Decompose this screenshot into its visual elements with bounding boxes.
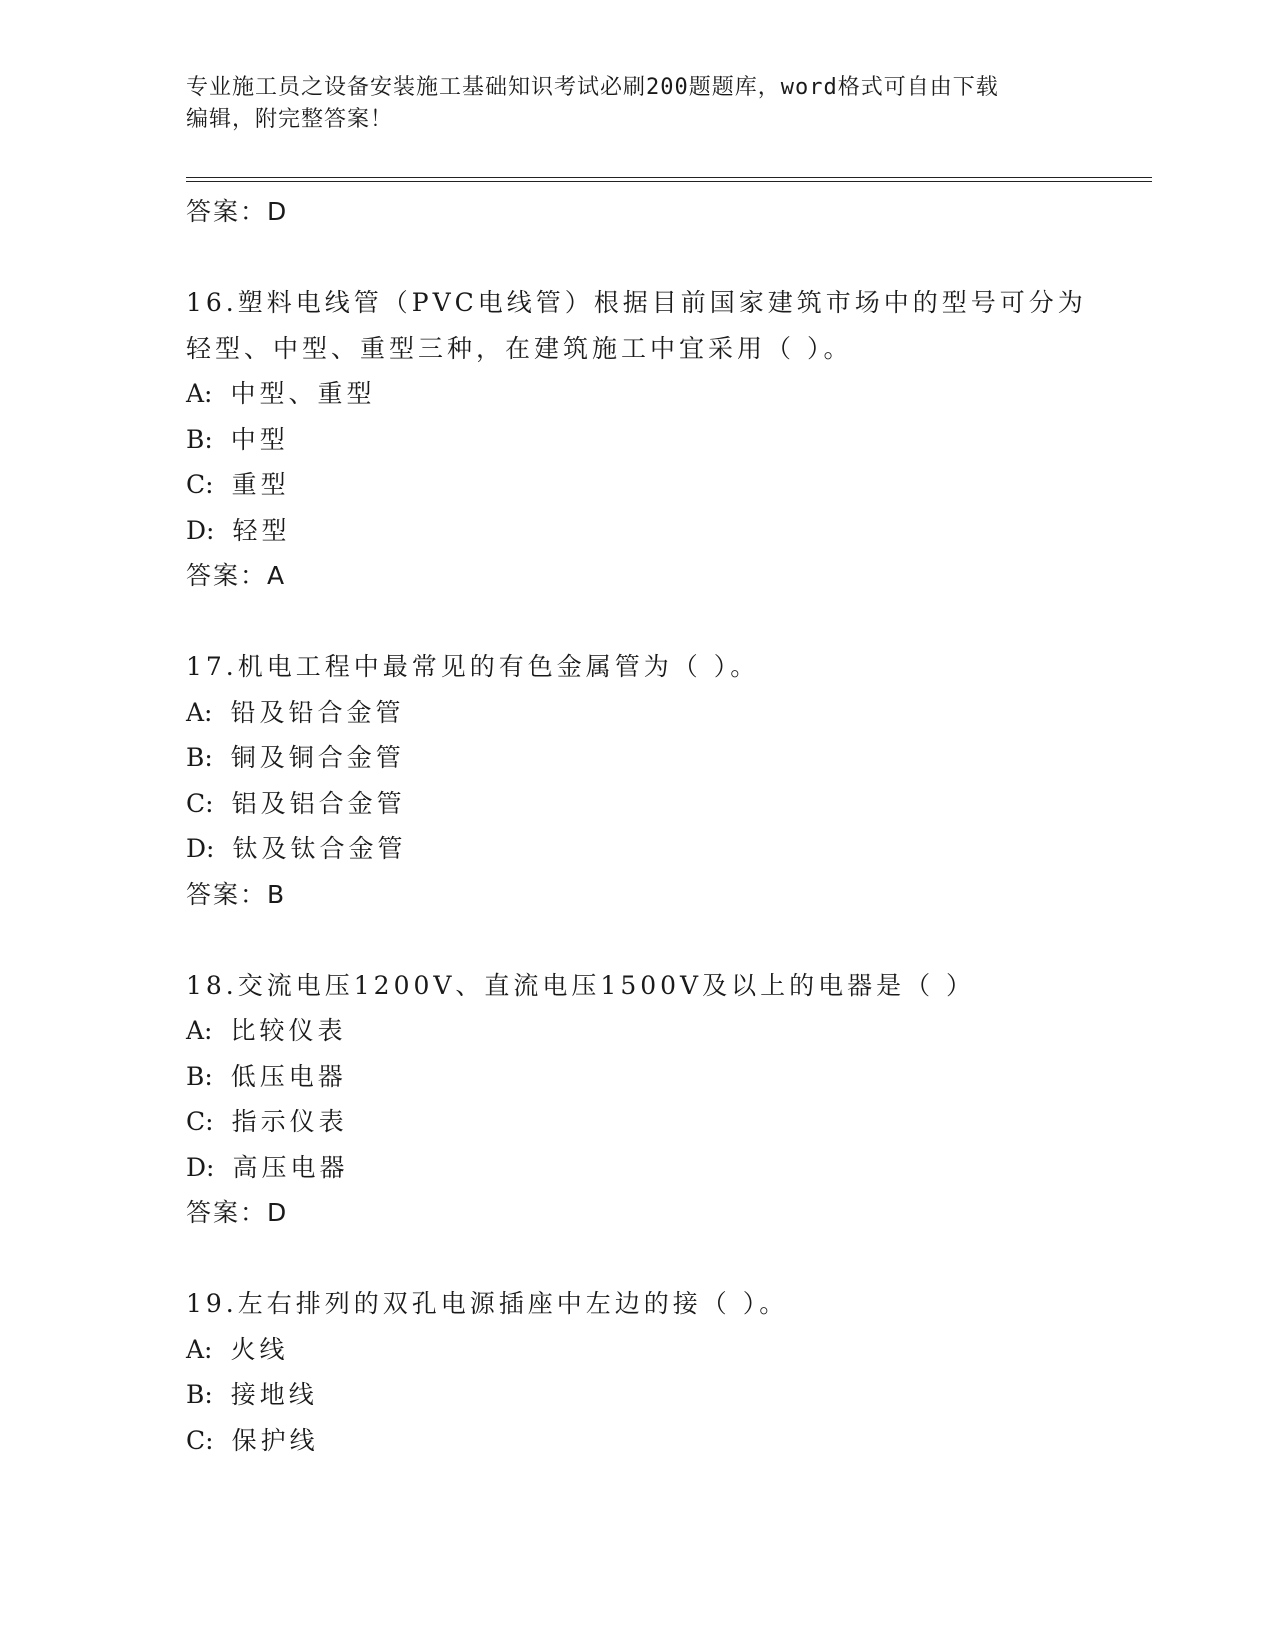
page-header	[186, 72, 1066, 136]
option-key: B:	[186, 1061, 213, 1091]
option-text: 重型	[231, 470, 290, 499]
header-line-2: 编辑，附完整答案！	[186, 107, 394, 132]
option-key: D:	[186, 515, 215, 545]
option-text: 中型、重型	[230, 379, 376, 408]
question-16	[186, 280, 1152, 599]
option-text: 低压电器	[230, 1061, 347, 1091]
header-line-1: 专业施工员之设备安装施工基础知识考试必刷200题题库，word格式可自由下载	[186, 75, 999, 100]
option-text: 保护线	[231, 1425, 319, 1455]
question-stem: 17.机电工程中最常见的有色金属管为（ ）。	[186, 652, 760, 681]
option-key: D:	[186, 1152, 215, 1182]
option-b	[186, 735, 1152, 781]
option-c	[186, 1099, 1152, 1145]
option-key: D:	[186, 834, 215, 863]
option-c	[186, 1418, 1152, 1464]
question-17	[186, 644, 1152, 917]
option-text: 轻型	[232, 515, 291, 545]
option-c	[186, 462, 1152, 508]
option-text: 高压电器	[232, 1152, 349, 1182]
option-key: B:	[186, 424, 213, 454]
option-d	[186, 826, 1152, 872]
question-19	[186, 1281, 1152, 1463]
option-a	[186, 1008, 1152, 1054]
question-stem: 16.塑料电线管（PVC电线管）根据目前国家建筑市场中的型号可分为	[186, 288, 1087, 317]
option-key: B:	[186, 1380, 213, 1409]
option-text: 钛及钛合金管	[232, 834, 407, 863]
question-list	[186, 189, 1152, 1463]
question-stem: 18.交流电压1200V、直流电压1500V及以上的电器是（ ）	[186, 970, 976, 1000]
option-text: 指示仪表	[231, 1107, 348, 1136]
header-divider	[186, 177, 1152, 182]
option-b	[186, 1054, 1152, 1100]
previous-answer: 答案：D	[186, 197, 289, 226]
option-key: C:	[186, 1107, 214, 1136]
option-key: A:	[186, 379, 213, 408]
option-text: 接地线	[230, 1380, 318, 1409]
option-d	[186, 508, 1152, 554]
option-key: C:	[186, 788, 214, 818]
option-key: A:	[186, 697, 213, 727]
option-d	[186, 1145, 1152, 1191]
answer: 答案：B	[186, 879, 287, 909]
option-key: B:	[186, 743, 213, 772]
answer: 答案：A	[186, 561, 287, 590]
option-text: 火线	[230, 1334, 289, 1364]
question-18	[186, 963, 1152, 1236]
answer: 答案：D	[186, 1198, 289, 1227]
option-a	[186, 371, 1152, 417]
option-key: A:	[186, 1016, 213, 1045]
option-text: 铝及铝合金管	[231, 788, 406, 818]
option-key: C:	[186, 470, 214, 499]
question-stem: 19.左右排列的双孔电源插座中左边的接（ ）。	[186, 1289, 789, 1318]
question-stem-cont: 轻型、中型、重型三种，在建筑施工中宜采用（ ）。	[186, 333, 853, 363]
option-text: 铅及铅合金管	[230, 697, 405, 727]
option-c	[186, 781, 1152, 827]
option-text: 中型	[230, 424, 289, 454]
option-key: C:	[186, 1425, 214, 1455]
option-b	[186, 1372, 1152, 1418]
option-text: 铜及铜合金管	[230, 743, 405, 772]
option-text: 比较仪表	[230, 1016, 347, 1045]
option-key: A:	[186, 1334, 213, 1364]
option-a	[186, 1327, 1152, 1373]
option-a	[186, 690, 1152, 736]
option-b	[186, 417, 1152, 463]
